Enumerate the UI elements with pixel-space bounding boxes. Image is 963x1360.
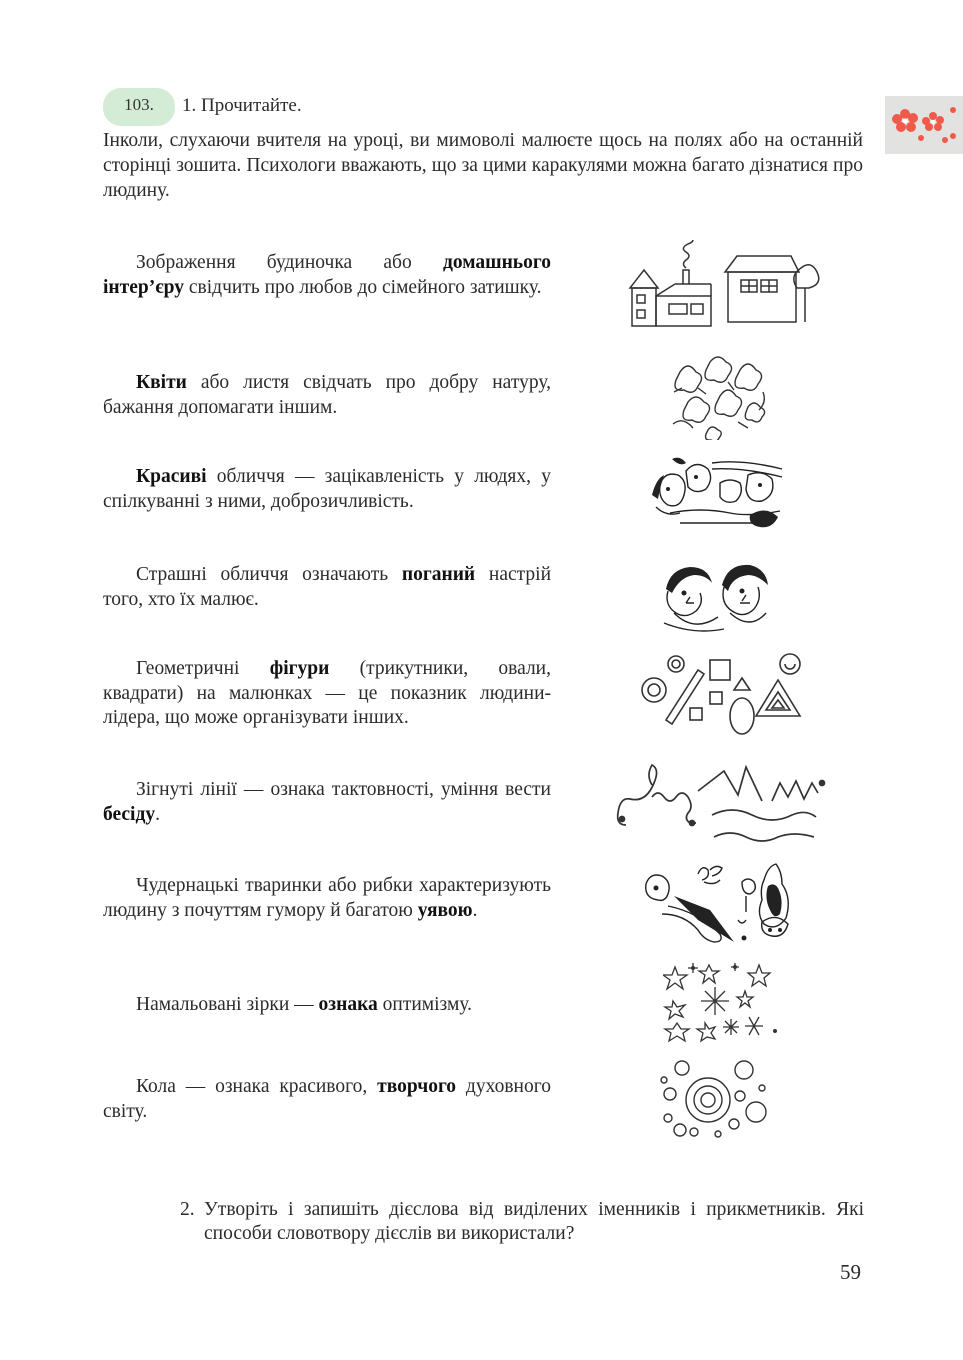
exercise-number-badge	[103, 88, 175, 126]
item-text: Кола — ознака красивого, творчого духовного світу.	[103, 1076, 551, 1122]
houses-icon	[625, 240, 825, 330]
task-2	[180, 1198, 864, 1246]
intro-text: Інколи, слухаючи вчителя на уроці, ви мимоволі малюєте щось на полях або на останній сторінці зошита. Психологи вважають, що за цими каракулями можна багато дізнатися про людину.	[103, 130, 863, 201]
item-text: Страшні обличчя означають поганий настрій того, хто їх малює.	[103, 564, 552, 610]
flower-ornament-icon	[885, 96, 963, 154]
circles-icon	[658, 1058, 778, 1138]
item-text: Квіти або листя свідчать про добру натуру, бажання допомагати іншим.	[103, 372, 551, 418]
geometric-shapes-icon	[638, 650, 808, 740]
scary-faces-icon	[660, 553, 770, 633]
funny-animals-icon	[638, 860, 798, 950]
item-text: Геометричні фігури (трикутники, овали, квадрати) на малюнках — це показник людини-лідера, що може організувати інших.	[103, 658, 551, 728]
stars-icon	[663, 961, 778, 1043]
exercise-number: 103.	[124, 95, 154, 114]
item-text: Чудернацькі тваринки або рибки характеризують людину з почуттям гумору й багатою уявою.	[103, 875, 551, 921]
item-text: Намальовані зірки — ознака оптимізму.	[136, 994, 472, 1015]
item-text: Зігнуті лінії — ознака тактовності, уміння вести бесіду.	[103, 779, 551, 825]
task-2-text: Утворіть і запишіть дієслова від виділених іменників і прикметників. Які способи словотвору дієслів ви використали?	[204, 1199, 864, 1244]
item-text: Зображення будиночка або домашнього інтер’єру свідчить про любов до сімейного затишку.	[103, 252, 551, 298]
corner-ornament	[885, 96, 963, 154]
task-1-title: 1. Прочитайте.	[182, 95, 302, 116]
task-2-number: 2.	[180, 1199, 195, 1220]
item-text: Красиві обличчя — зацікавленість у людях, у спілкуванні з ними, доброзичливість.	[103, 466, 551, 512]
beautiful-faces-icon	[650, 455, 790, 535]
page-number: 59	[840, 1260, 861, 1284]
flowers-icon	[668, 352, 773, 440]
curved-lines-icon	[612, 757, 832, 847]
